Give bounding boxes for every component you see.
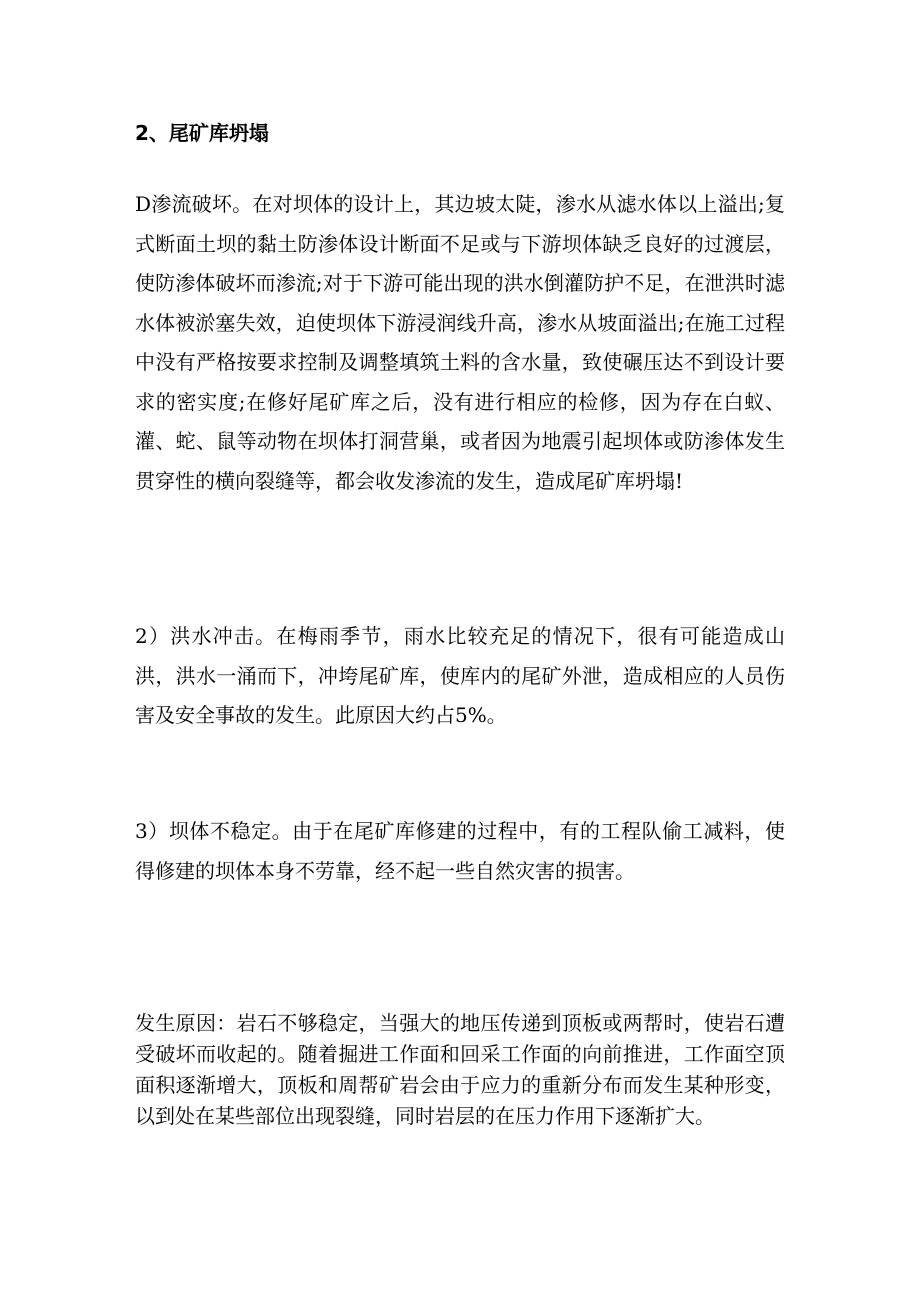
- paragraph-flood-impact: 2）洪水冲击。在梅雨季节，雨水比较充足的情况下，很有可能造成山洪，洪水一涌而下，冲垮尾矿库，使库内的尾矿外泄，造成相应的人员伤害及安全事故的发生。此原因大约占5%。: [135, 624, 785, 727]
- section-heading: 2、尾矿库坍塌: [135, 121, 269, 145]
- paragraph-cause: 发生原因：岩石不够稳定，当强大的地压传递到顶板或两帮时，使岩石遭受破坏而收起的。随着掘进工作面和回采工作面的向前推进，工作面空顶面积逐渐增大，顶板和周帮矿岩会由于应力的重新分布而发生某种形变，以到处在某些部位出现裂缝，同时岩层的在压力作用下逐渐扩大。: [135, 1011, 785, 1128]
- paragraph-seepage-damage: D渗流破坏。在对坝体的设计上，其边坡太陡，渗水从滤水体以上溢出;复式断面土坝的黏土防渗体设计断面不足或与下游坝体缺乏良好的过渡层，使防渗体破坏而渗流;对于下游可能出现的洪水倒灌防护不足，在泄洪时滤水体被淤塞失效，迫使坝体下游浸润线升高，渗水从坡面溢出;在施工过程中没有严格按要求控制及调整填筑土料的含水量，致使碾压达不到设计要求的密实度;在修好尾矿库之后，没有进行相应的检修，因为存在白蚁、灌、蛇、鼠等动物在坝体打洞营巢，或者因为地震引起坝体或防渗体发生贯穿性的横向裂缝等，都会收发渗流的发生，造成尾矿库坍塌!: [135, 192, 785, 493]
- paragraph-dam-instability: 3）坝体不稳定。由于在尾矿库修建的过程中，有的工程队偷工减料，使得修建的坝体本身不劳靠，经不起一些自然灾害的损害。: [135, 819, 785, 883]
